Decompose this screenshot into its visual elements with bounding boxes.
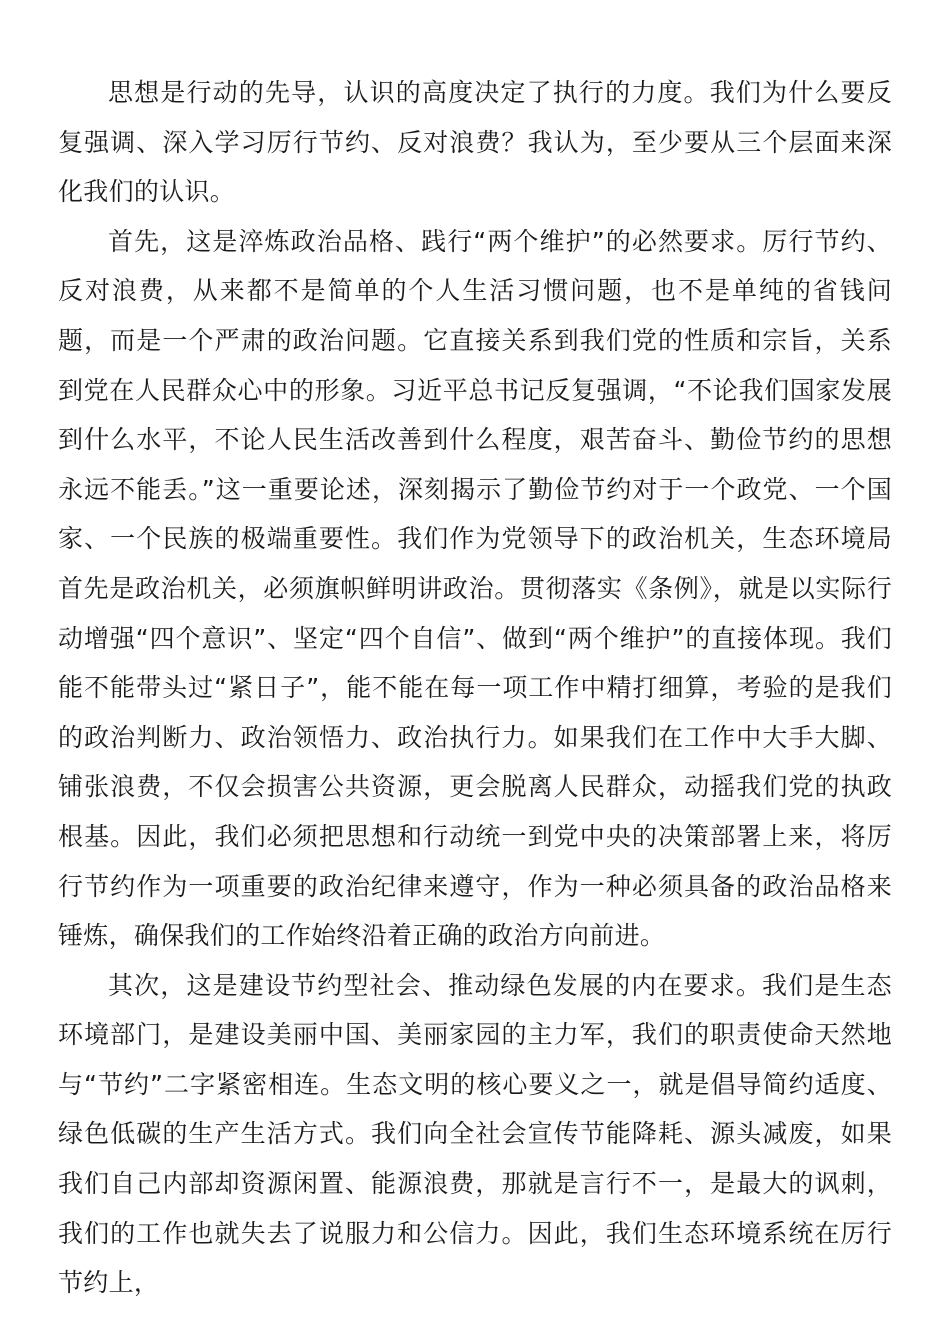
document-body bbox=[58, 68, 892, 1308]
paragraph-first-point: 首先，这是淬炼政治品格、践行“两个维护”的必然要求。厉行节约、反对浪费，从来都不是简单的个人生活习惯问题，也不是单纯的省钱问题，而是一个严肃的政治问题。它直接关系到我们党的性质和宗旨，关系到党在人民群众心中的形象。习近平总书记反复强调，“不论我们国家发展到什么水平，不论人民生活改善到什么程度，艰苦奋斗、勤俭节约的思想永远不能丢。”这一重要论述，深刻揭示了勤俭节约对于一个政党、一个国家、一个民族的极端重要性。我们作为党领导下的政治机关，生态环境局首先是政治机关，必须旗帜鲜明讲政治。贯彻落实《条例》，就是以实际行动增强“四个意识”、坚定“四个自信”、做到“两个维护”的直接体现。我们能不能带头过“紧日子”，能不能在每一项工作中精打细算，考验的是我们的政治判断力、政治领悟力、政治执行力。如果我们在工作中大手大脚、铺张浪费，不仅会损害公共资源，更会脱离人民群众，动摇我们党的执政根基。因此，我们必须把思想和行动统一到党中央的决策部署上来，将厉行节约作为一项重要的政治纪律来遵守，作为一种必须具备的政治品格来锤炼，确保我们的工作始终沿着正确的政治方向前进。 bbox=[58, 226, 892, 951]
paragraph-second-point: 其次，这是建设节约型社会、推动绿色发展的内在要求。我们是生态环境部门，是建设美丽中国、美丽家园的主力军，我们的职责使命天然地与“节约”二字紧密相连。生态文明的核心要义之一，就是倡导简约适度、绿色低碳的生产生活方式。我们向全社会宣传节能降耗、源头减废，如果我们自己内部却资源闲置、能源浪费，那就是言行不一，是最大的讽刺，我们的工作也就失去了说服力和公信力。因此，我们生态环境系统在厉行节约上， bbox=[58, 970, 892, 1298]
paragraph-intro: 思想是行动的先导，认识的高度决定了执行的力度。我们为什么要反复强调、深入学习厉行节约、反对浪费？我认为，至少要从三个层面来深化我们的认识。 bbox=[58, 78, 892, 207]
